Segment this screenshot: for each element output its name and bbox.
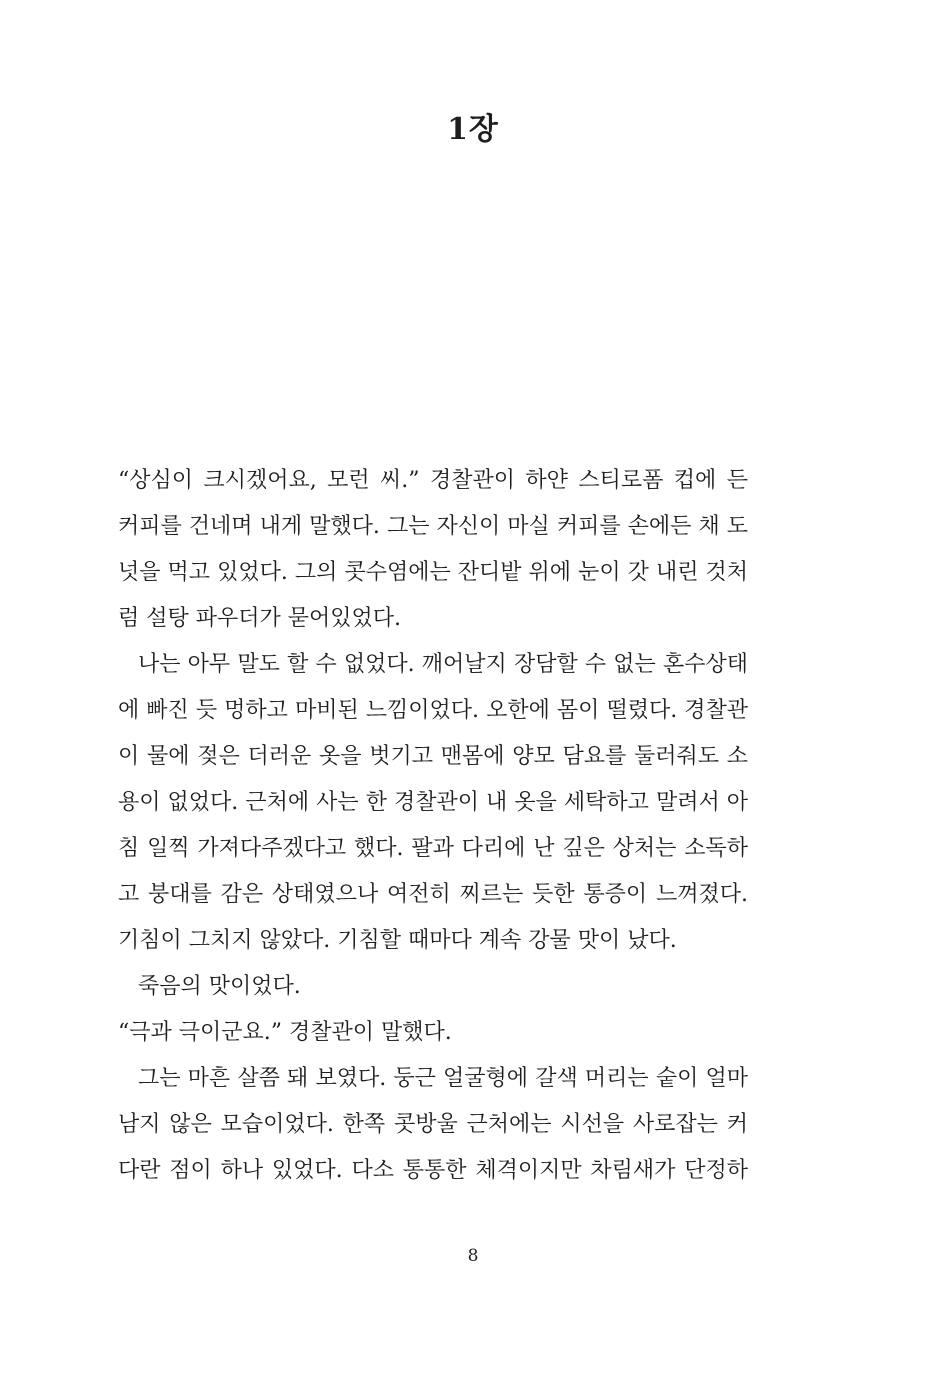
text-line: 기침이 그치지 않았다. 기침할 때마다 계속 강물 맛이 났다. <box>118 928 677 953</box>
text-line: 용이 없었다. 근처에 사는 한 경찰관이 내 옷을 세탁하고 말려서 아 <box>118 790 748 815</box>
body-text <box>118 458 748 1194</box>
text-line: 다란 점이 하나 있었다. 다소 통통한 체격이지만 차림새가 단정하 <box>118 1158 748 1183</box>
text-line: 이 물에 젖은 더러운 옷을 벗기고 맨몸에 양모 담요를 둘러줘도 소 <box>118 744 748 769</box>
text-line: 죽음의 맛이었다. <box>138 974 301 999</box>
text-line: 침 일찍 가져다주겠다고 했다. 팔과 다리에 난 깊은 상처는 소독하 <box>118 836 748 861</box>
text-line: 커피를 건네며 내게 말했다. 그는 자신이 마실 커피를 손에든 채 도 <box>118 514 748 539</box>
text-line: 넛을 먹고 있었다. 그의 콧수염에는 잔디밭 위에 눈이 갓 내린 것처 <box>118 560 748 585</box>
text-line: 고 붕대를 감은 상태였으나 여전히 찌르는 듯한 통증이 느껴졌다. <box>118 882 748 907</box>
text-line: 럼 설탕 파우더가 묻어있었다. <box>118 606 401 631</box>
text-line: 그는 마흔 살쯤 돼 보였다. 둥근 얼굴형에 갈색 머리는 숱이 얼마 <box>138 1066 748 1091</box>
text-line: 남지 않은 모습이었다. 한쪽 콧방울 근처에는 시선을 사로잡는 커 <box>118 1112 748 1137</box>
text-line: “상심이 크시겠어요, 모런 씨.” 경찰관이 하얀 스티로폼 컵에 든 <box>118 468 748 493</box>
text-line: 에 빠진 듯 멍하고 마비된 느낌이었다. 오한에 몸이 떨렸다. 경찰관 <box>118 698 748 723</box>
page-number: 8 <box>467 1246 479 1266</box>
text-line: 나는 아무 말도 할 수 없었다. 깨어날지 장담할 수 없는 혼수상태 <box>138 652 748 677</box>
text-line: “극과 극이군요.” 경찰관이 말했다. <box>118 1020 452 1045</box>
chapter-title: 1장 <box>447 112 499 147</box>
